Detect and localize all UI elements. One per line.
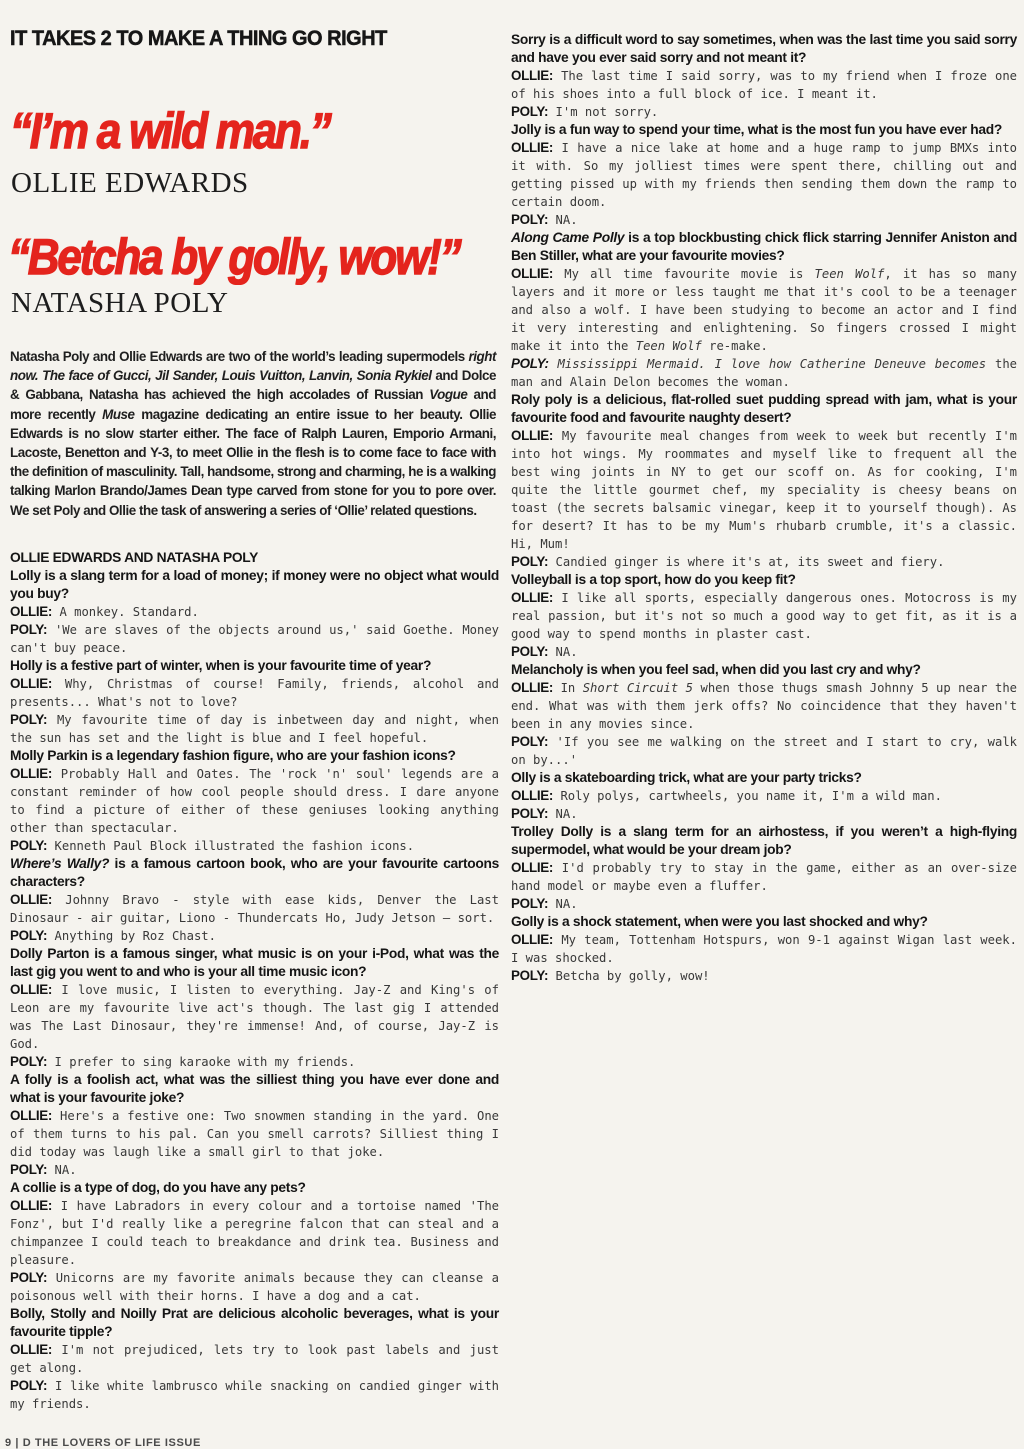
kicker-headline: IT TAKES 2 TO MAKE A THING GO RIGHT [10,27,387,50]
question-text [10,567,499,603]
answer-text [10,981,499,1053]
speaker-label: POLY: [511,212,549,227]
text-segment: Why, Christmas of course! Family, friends, alcohol and presents... What's not to love? [10,677,499,709]
text-segment: NA. [555,645,578,659]
text-segment: Golly is a shock statement, when were you last shocked and why? [511,914,928,929]
question-text [511,769,1017,787]
answer-text [10,837,499,855]
answer-text [10,1377,499,1413]
speaker-label: OLLIE: [511,140,554,155]
text-segment: 'We are slaves of the objects around us,' said Goethe. Money can't buy peace. [10,623,500,655]
question-text [10,945,499,981]
answer-text [10,1269,499,1305]
byline-ollie-edwards: OLLIE EDWARDS [11,167,249,199]
text-segment: Teen Wolf [635,339,702,353]
answer-text [10,1053,499,1071]
text-segment: My team, Tottenham Hotspurs, won 9-1 against Wigan last week. I was shocked. [511,933,1017,965]
question-text [511,391,1017,427]
text-segment: Volleyball is a top sport, how do you keep fit? [511,572,796,587]
text-segment: Olly is a skateboarding trick, what are your party tricks? [511,770,862,785]
speaker-label: OLLIE: [10,1198,53,1213]
text-segment: The last time I said sorry, was to my friend when I froze one of his shoes into a full block of ice. I meant it. [511,69,1017,101]
question-text [511,661,1017,679]
speaker-label: OLLIE: [10,892,53,907]
text-segment: I'd probably try to stay in the game, either as an over-size hand model or maybe even a fluffer. [511,861,1017,893]
speaker-label: POLY: [511,806,549,821]
answer-text [511,733,1017,769]
speaker-label: POLY: [511,356,549,371]
answer-text [511,859,1017,895]
text-segment: I like all sports, especially dangerous ones. Motocross is my real passion, but it's not so much a good way to get fit, as it is a good way to spend months in plaster cast. [511,591,1017,641]
text-segment: Kenneth Paul Block illustrated the fashion icons. [54,839,415,853]
text-segment: Sorry is a difficult word to say sometimes, when was the last time you said sorry and have you ever said sorry and not meant it? [511,32,1017,65]
speaker-label: OLLIE: [10,1108,53,1123]
text-segment: Roly poly is a delicious, flat-rolled suet pudding spread with jam, what is your favourite food and favourite naughty desert? [511,392,1017,425]
text-segment: I love music, I listen to everything. Jay-Z and King's of Leon are my favourite live act's though. The last gig I attended was The Last Dinosaur, they're immense! And, of course, Jay-Z is God. [10,983,499,1051]
question-text [511,31,1017,67]
speaker-label: POLY: [10,712,48,727]
question-text [511,913,1017,931]
answer-text [10,621,499,657]
answer-text [10,765,499,837]
speaker-label: OLLIE: [511,590,554,605]
text-segment: Johnny Bravo - style with ease kids, Denver the Last Dinosaur - air guitar, Liono - Thundercats Ho, Judy Jetson — sort. [10,893,499,925]
text-segment: Along Came Polly [511,230,625,245]
answer-text [511,805,1017,823]
text-segment: Lolly is a slang term for a load of money; if money were no object what would you buy? [10,568,499,601]
text-segment: NA. [555,897,578,911]
answer-text [511,427,1017,553]
speaker-label: POLY: [511,554,549,569]
intro-paragraph [10,347,496,520]
question-text [10,657,499,675]
speaker-label: OLLIE: [10,766,53,781]
speaker-label: POLY: [10,1054,48,1069]
speaker-label: OLLIE: [10,676,53,691]
question-text [511,229,1017,265]
speaker-label: POLY: [10,1162,48,1177]
answer-text [511,355,1017,391]
question-text [10,1305,499,1341]
text-segment: Short Circuit 5 [582,681,694,695]
question-text [10,855,499,891]
pull-quote-natasha: “Betcha by golly, wow!” [8,229,460,285]
text-segment: Jolly is a fun way to spend your time, what is the most fun you have ever had? [511,122,1003,137]
speaker-label: OLLIE: [10,604,53,619]
text-segment: A monkey. Standard. [59,605,199,619]
text-segment: NA. [54,1163,77,1177]
text-segment: In [560,681,583,695]
text-segment: A collie is a type of dog, do you have any pets? [10,1180,306,1195]
speaker-label: OLLIE: [10,982,53,997]
text-segment: I'm not sorry. [555,105,659,119]
text-segment: Melancholy is when you feel sad, when did you last cry and why? [511,662,921,677]
text-segment: Mississippi Mermaid. I love how Catherine Deneuve becomes [557,357,987,371]
answer-text [10,1197,499,1269]
speaker-label: OLLIE: [511,788,554,803]
answer-text [10,1341,499,1377]
text-segment: Betcha by golly, wow! [555,969,710,983]
text-segment: Molly Parkin is a legendary fashion figure, who are your fashion icons? [10,748,456,763]
answer-text [10,675,499,711]
text-segment: My all time favourite movie is [564,267,815,281]
qa-column-left [10,549,499,1413]
text-segment: when those thugs smash Johnny 5 up near the end. What was with them jerk offs? No coincidence that they haven't been in any movies since. [511,681,1017,731]
qa-section-heading: OLLIE EDWARDS AND NATASHA POLY [10,550,259,565]
text-segment: Roly polys, cartwheels, you name it, I'm a wild man. [560,789,942,803]
answer-text [511,67,1017,103]
speaker-label: OLLIE: [511,68,554,83]
text-segment: I like white lambrusco while snacking on candied ginger with my friends. [10,1379,500,1411]
answer-text [10,1107,499,1161]
speaker-label: POLY: [511,644,549,659]
question-text [10,1071,499,1107]
speaker-label: OLLIE: [511,860,554,875]
answer-text [511,787,1017,805]
text-segment: I have Labradors in every colour and a tortoise named 'The Fonz', but I'd really like a peregrine falcon that can steal and a chimpanzee I could teach to breakdance and drink tea. Business and pleasure. [10,1199,499,1267]
speaker-label: OLLIE: [10,1342,53,1357]
speaker-label: POLY: [10,622,48,637]
answer-text [511,589,1017,643]
text-segment: Here's a festive one: Two snowmen standing in the yard. One of them turns to his pal. Can you smell carrots? Silliest thing I did today was laugh like a small girl to that joke. [10,1109,499,1159]
text-segment: Anything by Roz Chast. [54,929,216,943]
question-text [10,747,499,765]
speaker-label: POLY: [10,928,48,943]
speaker-label: POLY: [511,896,549,911]
answer-text [511,679,1017,733]
text-segment: Dolly Parton is a famous singer, what music is on your i-Pod, what was the last gig you went to and who is your all time music icon? [10,946,499,979]
text-segment: Where’s Wally? [10,856,110,871]
text-segment: Teen Wolf [814,267,885,281]
speaker-label: OLLIE: [511,266,554,281]
text-segment: NA. [555,213,578,227]
answer-text [511,895,1017,913]
text-segment: and Dolce & Gabbana, Natasha has achieved the high accolades of Russian [10,368,496,403]
answer-text [511,211,1017,229]
answer-text [511,643,1017,661]
text-segment: My favourite time of day is inbetween day and night, when the sun has set and the light is blue and I feel hopeful. [10,713,499,745]
speaker-label: POLY: [10,838,48,853]
text-segment: My favourite meal changes from week to week but recently I'm into hot wings. My roommates and myself like to frequent all the best wing joints in NY to get our scoff on. As for cooking, I'm quite the little gourmet chef, my speciality is cheesy beans on toast (the secrets balsamic vinegar, keep it to yourself though). As for desert? It has to be my Mum's rhubarb crumble, it's a classic. Hi, Mum! [511,429,1018,551]
text-segment: NA. [555,807,578,821]
text-segment: Unicorns are my favorite animals because they can cleanse a poisonous well with their horns. I have a dog and a cat. [10,1271,499,1303]
text-segment: Vogue [429,387,468,403]
speaker-label: OLLIE: [511,680,554,695]
answer-text [511,931,1017,967]
text-segment: right now. The face of Gucci, Jil Sander, Louis Vuitton, Lanvin, Sonia Rykiel [10,349,496,384]
answer-text [511,139,1017,211]
qa-column-right [511,31,1017,985]
text-segment: magazine dedicating an entire issue to her beauty. Ollie Edwards is no slow starter either. The face of Ralph Lauren, Emporio Armani, Lacoste, Benetton and Y-3, to meet Ollie in the flesh is to come face to face with the definition of masculinity. Tall, handsome, strong and charming, he is a walking talking Marlon Brando/James Dean type carved from stone for you to pore over. We set Poly and Ollie the task of answering a series of ‘Ollie’ related questions. [10,406,496,518]
answer-text [511,103,1017,121]
text-segment: the man and Alain Delon becomes the woman. [511,357,1017,389]
speaker-label: POLY: [10,1270,48,1285]
text-segment: I'm not prejudiced, lets try to look past labels and just get along. [10,1343,499,1375]
question-text [511,571,1017,589]
text-segment: is a top blockbusting chick flick starring Jennifer Aniston and Ben Stiller, what are your favourite movies? [511,230,1017,263]
text-segment: re-make. [701,339,768,353]
answer-text [10,603,499,621]
byline-natasha-poly: NATASHA POLY [11,287,229,319]
question-text [10,1179,499,1197]
text-segment: and more recently [10,387,496,422]
answer-text [10,891,499,927]
text-segment: Natasha Poly and Ollie Edwards are two of the world’s leading supermodels [10,349,469,364]
text-segment: is a famous cartoon book, who are your favourite cartoons characters? [10,856,499,889]
answer-text [511,967,1017,985]
text-segment: I have a nice lake at home and a huge ramp to jump BMXs into it with. So my jolliest times were spent there, chilling out and getting pissed up with my friends then sending them down the ramp to certain doom. [511,141,1018,209]
text-segment: Holly is a festive part of winter, when is your favourite time of year? [10,658,432,673]
speaker-label: POLY: [511,968,549,983]
text-segment: 'If you see me walking on the street and I start to cry, walk on by...' [511,735,1017,767]
text-segment: Candied ginger is where it's at, its sweet and fiery. [555,555,945,569]
speaker-label: POLY: [511,734,549,749]
text-segment: , it has so many layers and it more or less taught me that it's cool to be a teenager and also a wolf. I have been studying to become an actor and I find it very interesting and enlightening. So fingers crossed I might make it into the [511,267,1018,353]
page-footer: 9 | D THE LOVERS OF LIFE ISSUE [5,1437,201,1449]
answer-text [10,927,499,945]
text-segment: Trolley Dolly is a slang term for an airhostess, if you weren’t a high-flying supermodel, what would be your dream job? [511,824,1017,857]
answer-text [511,265,1017,355]
pull-quote-ollie: “I’m a wild man.” [10,103,330,159]
answer-text [10,711,499,747]
answer-text [10,1161,499,1179]
text-segment: A folly is a foolish act, what was the silliest thing you have ever done and what is your favourite joke? [10,1072,499,1105]
text-segment: Probably Hall and Oates. The 'rock 'n' soul' legends are a constant reminder of how cool people should dress. I dare anyone to find a picture of either of these geniuses looking anything other than spectacular. [10,767,499,835]
speaker-label: OLLIE: [511,932,554,947]
speaker-label: POLY: [10,1378,48,1393]
text-segment: I prefer to sing karaoke with my friends. [54,1055,356,1069]
speaker-label: OLLIE: [511,428,554,443]
text-segment: Muse [102,406,135,422]
answer-text [511,553,1017,571]
question-text [511,121,1017,139]
text-segment: Bolly, Stolly and Noilly Prat are delicious alcoholic beverages, what is your favourite tipple? [10,1306,499,1339]
speaker-label: POLY: [511,104,549,119]
question-text [511,823,1017,859]
